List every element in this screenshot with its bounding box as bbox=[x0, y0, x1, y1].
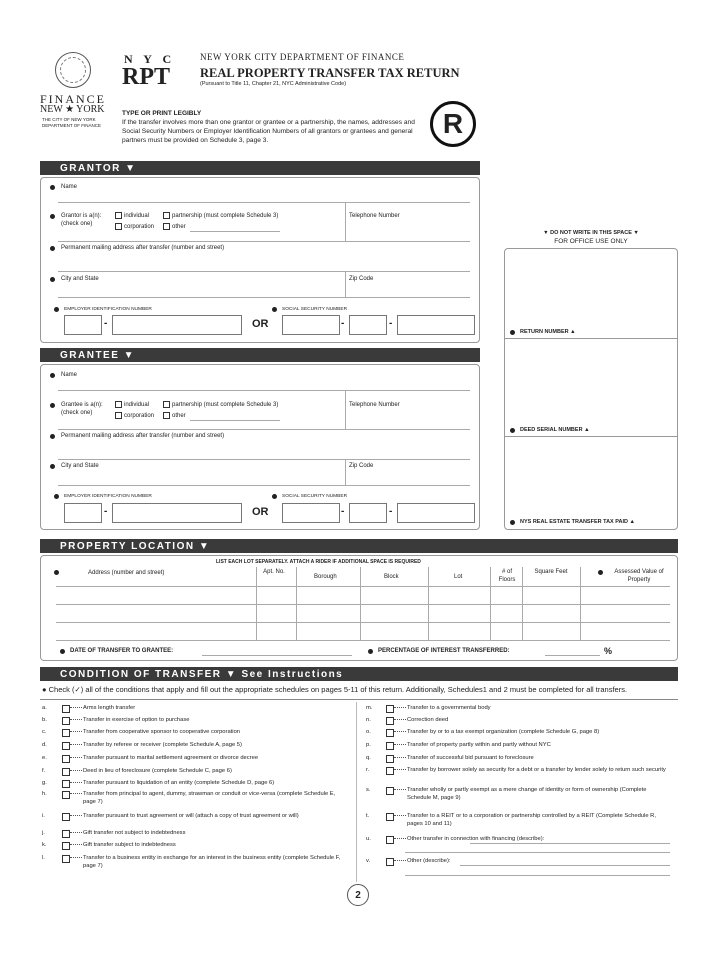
condition-letter: j. bbox=[42, 830, 45, 836]
condition-checkbox[interactable] bbox=[62, 830, 70, 838]
grantee-check-one: (check one) bbox=[61, 410, 93, 416]
grantor-mailing-label: Permanent mailing address after transfer (number and street) bbox=[61, 245, 225, 251]
grantor-ein-label: EMPLOYER IDENTIFICATION NUMBER bbox=[64, 307, 152, 312]
grantor-telephone-label: Telephone Number bbox=[349, 213, 400, 219]
condition-letter: a. bbox=[42, 705, 47, 711]
col-floors: # of Floors bbox=[498, 569, 516, 583]
condition-letter: p. bbox=[366, 742, 371, 748]
grantor-individual-option[interactable]: individual bbox=[112, 212, 149, 220]
condition-checkbox[interactable] bbox=[386, 742, 394, 750]
grantee-name-label: Name bbox=[61, 372, 78, 378]
grantor-other-option[interactable]: other bbox=[160, 223, 186, 231]
grantor-ssn-field-2[interactable] bbox=[349, 315, 387, 335]
condition-text: Transfer to a governmental body bbox=[407, 705, 491, 711]
condition-checkbox[interactable] bbox=[62, 755, 70, 763]
condition-text: Transfer to a REIT or to a corporation or partnership controlled by a REIT (Complete Schedule R, pages 10 and 11) bbox=[407, 813, 656, 827]
grantee-individual-option[interactable]: individual bbox=[112, 401, 149, 409]
col-lot: Lot bbox=[454, 574, 463, 580]
col-borough: Borough bbox=[314, 574, 337, 580]
department-label: NEW YORK CITY DEPARTMENT OF FINANCE bbox=[200, 52, 405, 62]
grantor-check-one: (check one) bbox=[61, 221, 93, 227]
condition-text: Transfer from principal to agent, dummy, strawman or conduit or vice-versa (complete Schedule E, page 7) bbox=[83, 791, 336, 805]
property-bar: PROPERTY LOCATION ▼ bbox=[40, 539, 678, 553]
condition-letter: r. bbox=[366, 767, 370, 773]
condition-letter: h. bbox=[42, 791, 47, 797]
condition-text: Gift transfer not subject to indebtedness bbox=[83, 830, 186, 836]
grantor-ssn-field-3[interactable] bbox=[397, 315, 475, 335]
condition-letter: q. bbox=[366, 755, 371, 761]
condition-text: Transfer to a business entity in exchange for an interest in the business entity (complete Schedule F, page 7) bbox=[83, 855, 341, 869]
grantee-ssn-field-1[interactable] bbox=[282, 503, 340, 523]
tax-paid-label: NYS REAL ESTATE TRANSFER TAX PAID ▲ bbox=[520, 519, 635, 525]
grantee-ssn-field-3[interactable] bbox=[397, 503, 475, 523]
condition-letter: d. bbox=[42, 742, 47, 748]
finance-logo-text: FINANCE bbox=[40, 92, 107, 106]
condition-letter: s. bbox=[366, 787, 371, 793]
grantee-ein-field-1[interactable] bbox=[64, 503, 102, 523]
condition-checkbox[interactable] bbox=[62, 855, 70, 863]
grantor-partnership-option[interactable]: partnership (must complete Schedule 3) bbox=[160, 212, 278, 220]
condition-checkbox[interactable] bbox=[62, 780, 70, 788]
condition-text: Transfer by borrower solely as security for a debt or a transfer by lender solely to return such security bbox=[407, 767, 666, 773]
condition-text: Deed in lieu of foreclosure (complete Schedule C, page 6) bbox=[83, 768, 232, 774]
city-line-1: THE CITY OF NEW YORK bbox=[42, 117, 96, 122]
grantor-ssn-field-1[interactable] bbox=[282, 315, 340, 335]
condition-text: Transfer pursuant to liquidation of an entity (complete Schedule D, page 6) bbox=[83, 780, 275, 786]
grantee-city-state-label: City and State bbox=[61, 463, 99, 469]
describe-line[interactable] bbox=[405, 875, 670, 876]
condition-bar: CONDITION OF TRANSFER ▼ See Instructions bbox=[40, 667, 678, 681]
condition-checkbox[interactable] bbox=[386, 705, 394, 713]
condition-checkbox[interactable] bbox=[386, 767, 394, 775]
condition-intro: ● Check (✓) all of the conditions that apply and fill out the appropriate schedules on pages 5-11 of this return. Additionally, Schedules1 and 2 must be completed for all transfers. bbox=[42, 685, 628, 694]
condition-text: Gift transfer subject to indebtedness bbox=[83, 842, 176, 848]
condition-letter: e. bbox=[42, 755, 47, 761]
instructions-text: If the transfer involves more than one grantor or grantee or a partnership, the names, addresses and Social Security Numbers or Employer Identification Numbers of all grantors or grantees and general partners must be provided on Schedule 3, page 3. bbox=[122, 119, 415, 144]
condition-text: Transfer of property partly within and partly without NYC bbox=[407, 742, 551, 748]
new-york-logo-text: NEW ★ YORK bbox=[40, 104, 105, 115]
condition-checkbox[interactable] bbox=[386, 836, 394, 844]
grantee-bar: GRANTEE ▼ bbox=[40, 348, 480, 362]
condition-letter: g. bbox=[42, 780, 47, 786]
percentage-sign: % bbox=[604, 646, 613, 656]
grantee-ssn-label: SOCIAL SECURITY NUMBER bbox=[282, 494, 348, 499]
col-square-feet: Square Feet bbox=[534, 569, 568, 575]
grantor-name-label: Name bbox=[61, 184, 78, 190]
condition-text: Transfer by or to a tax exempt organization (complete Schedule G, page 8) bbox=[407, 729, 600, 735]
page-number-circle bbox=[347, 884, 369, 906]
condition-text: Transfer from cooperative sponsor to cooperative corporation bbox=[83, 729, 241, 735]
form-subtitle: (Pursuant to Title 11, Chapter 21, NYC Administrative Code) bbox=[200, 81, 347, 87]
grantee-other-option[interactable]: other bbox=[160, 412, 186, 420]
condition-checkbox[interactable] bbox=[62, 791, 70, 799]
condition-checkbox[interactable] bbox=[386, 858, 394, 866]
col-address: Address (number and street) bbox=[88, 570, 165, 576]
grantor-bar: GRANTOR ▼ bbox=[40, 161, 480, 175]
form-title: REAL PROPERTY TRANSFER TAX RETURN bbox=[200, 66, 460, 80]
grantee-is-label: Grantee is a(n): bbox=[61, 402, 103, 408]
return-number-label: RETURN NUMBER ▲ bbox=[520, 329, 576, 335]
type-print-label: TYPE OR PRINT LEGIBLY bbox=[122, 110, 202, 117]
grantor-city-state-label: City and State bbox=[61, 276, 99, 282]
condition-text: Other transfer in connection with financing (describe): bbox=[407, 836, 545, 842]
grantor-is-label: Grantor is a(n): bbox=[61, 213, 102, 219]
r-letter: R bbox=[442, 108, 464, 139]
col-apt: Apt. No. bbox=[263, 569, 285, 575]
condition-letter: v. bbox=[366, 858, 371, 864]
condition-letter: i. bbox=[42, 813, 45, 819]
grantor-zip-label: Zip Code bbox=[349, 276, 374, 282]
describe-line[interactable] bbox=[405, 852, 670, 853]
condition-letter: k. bbox=[42, 842, 47, 848]
nyc-label: N Y C bbox=[124, 52, 176, 66]
grantee-or-label: OR bbox=[252, 506, 269, 518]
grantee-ein-field-2[interactable] bbox=[112, 503, 242, 523]
condition-checkbox[interactable] bbox=[62, 729, 70, 737]
condition-letter: b. bbox=[42, 717, 47, 723]
condition-text: Transfer in exercise of option to purchase bbox=[83, 717, 190, 723]
condition-text: Transfer pursuant to trust agreement or will (attach a copy of trust agreement or will) bbox=[83, 813, 299, 819]
page-number: 2 bbox=[355, 890, 361, 901]
col-assessed-value: Assessed Value of Property bbox=[614, 569, 664, 583]
condition-checkbox[interactable] bbox=[386, 717, 394, 725]
condition-checkbox[interactable] bbox=[386, 813, 394, 821]
percentage-field[interactable] bbox=[545, 655, 600, 656]
date-of-transfer-field[interactable] bbox=[202, 655, 352, 656]
grantee-zip-label: Zip Code bbox=[349, 463, 374, 469]
grantee-ssn-field-2[interactable] bbox=[349, 503, 387, 523]
describe-line[interactable] bbox=[460, 865, 670, 866]
condition-checkbox[interactable] bbox=[386, 729, 394, 737]
condition-letter: c. bbox=[42, 729, 47, 735]
condition-letter: o. bbox=[366, 729, 371, 735]
condition-checkbox[interactable] bbox=[62, 813, 70, 821]
condition-checkbox[interactable] bbox=[62, 842, 70, 850]
rpt-label: RPT bbox=[122, 64, 170, 90]
grantor-corporation-option[interactable]: corporation bbox=[112, 223, 154, 231]
deed-serial-label: DEED SERIAL NUMBER ▲ bbox=[520, 427, 590, 433]
do-not-write-label: ▼ DO NOT WRITE IN THIS SPACE ▼ bbox=[543, 230, 639, 236]
grantee-corporation-option[interactable]: corporation bbox=[112, 412, 154, 420]
grantee-telephone-label: Telephone Number bbox=[349, 402, 400, 408]
condition-checkbox[interactable] bbox=[62, 705, 70, 713]
nyc-seal bbox=[55, 52, 91, 88]
grantee-ein-label: EMPLOYER IDENTIFICATION NUMBER bbox=[64, 494, 152, 499]
grantor-or-label: OR bbox=[252, 318, 269, 330]
list-each-lot-note: LIST EACH LOT SEPARATELY. ATTACH A RIDER IF ADDITIONAL SPACE IS REQUIRED bbox=[216, 559, 421, 565]
grantee-mailing-label: Permanent mailing address after transfer (number and street) bbox=[61, 433, 225, 439]
office-use-box bbox=[504, 248, 678, 530]
r-badge bbox=[430, 101, 476, 147]
condition-text: Transfer wholly or partly exempt as a mere change of identity or form of ownership (Complete Schedule M, page 9) bbox=[407, 787, 647, 801]
condition-checkbox[interactable] bbox=[386, 755, 394, 763]
col-block: Block bbox=[384, 574, 399, 580]
condition-letter: f. bbox=[42, 768, 46, 774]
condition-letter: u. bbox=[366, 836, 371, 842]
grantee-partnership-option[interactable]: partnership (must complete Schedule 3) bbox=[160, 401, 278, 409]
condition-letter: m. bbox=[366, 705, 373, 711]
condition-checkbox[interactable] bbox=[62, 768, 70, 776]
condition-letter: t. bbox=[366, 813, 370, 819]
grantor-ein-field-2[interactable] bbox=[112, 315, 242, 335]
condition-text: Transfer by referee or receiver (complete Schedule A, page 5) bbox=[83, 742, 242, 748]
condition-checkbox[interactable] bbox=[386, 787, 394, 795]
condition-text: Correction deed bbox=[407, 717, 449, 723]
condition-text: Arms length transfer bbox=[83, 705, 136, 711]
condition-letter: l. bbox=[42, 855, 45, 861]
condition-letter: n. bbox=[366, 717, 371, 723]
city-line-2: DEPARTMENT OF FINANCE bbox=[42, 123, 102, 128]
condition-text: Transfer pursuant to marital settlement agreement or divorce decree bbox=[83, 755, 259, 761]
condition-checkbox[interactable] bbox=[62, 742, 70, 750]
grantor-ssn-label: SOCIAL SECURITY NUMBER bbox=[282, 307, 348, 312]
for-office-use-label: FOR OFFICE USE ONLY bbox=[554, 238, 628, 245]
date-of-transfer-label: DATE OF TRANSFER TO GRANTEE: bbox=[70, 648, 174, 654]
condition-text: Transfer of successful bid pursuant to foreclosure bbox=[407, 755, 534, 761]
percentage-label: PERCENTAGE OF INTEREST TRANSFERRED: bbox=[378, 648, 510, 654]
condition-text: Other (describe): bbox=[407, 858, 451, 864]
condition-checkbox[interactable] bbox=[62, 717, 70, 725]
describe-line[interactable] bbox=[470, 843, 670, 844]
grantor-ein-field-1[interactable] bbox=[64, 315, 102, 335]
